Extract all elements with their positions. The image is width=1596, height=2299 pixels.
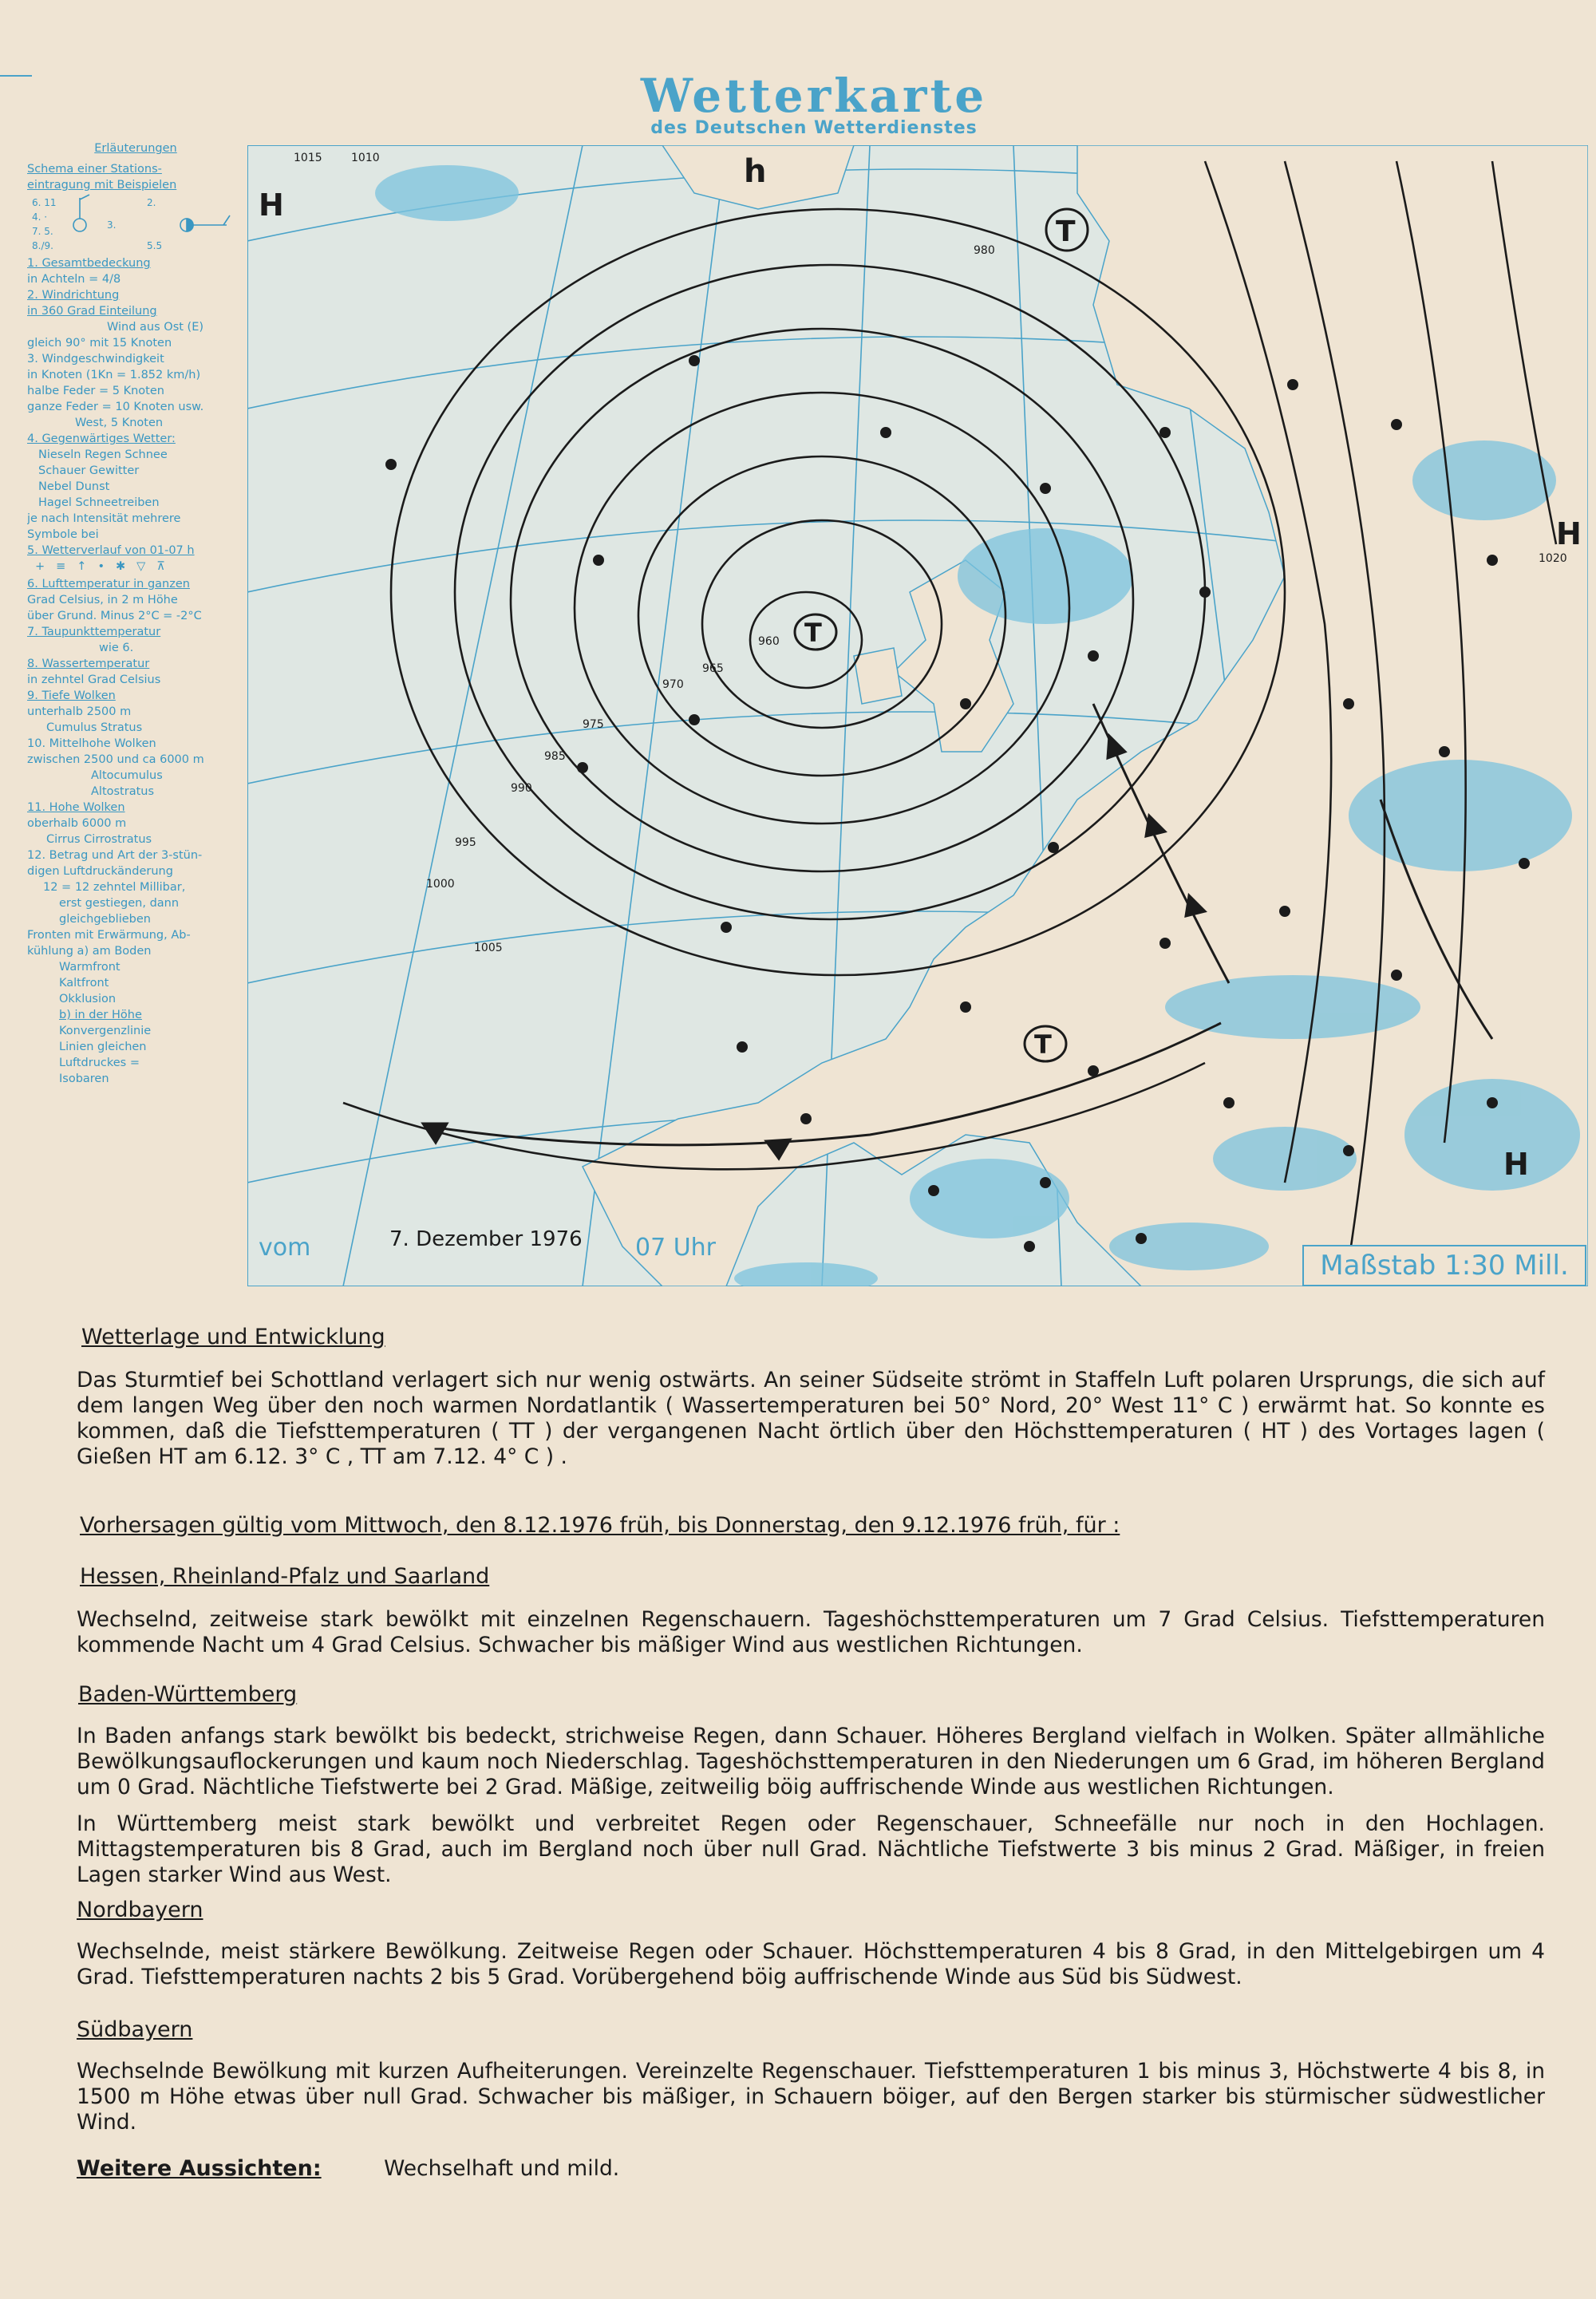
region-text: In Württemberg meist stark bewölkt und verbreitet Regen oder Regenschauer, Schneefälle nur noch in den Hochlagen. Mittagstemperaturen bis 8 Grad, auch im Bergland noch über null Grad. Nächtliche Tiefstwerte 3 bis minus 2 Grad. Mäßiger, in freien Lagen starker Wind aus West. — [77, 1811, 1545, 1887]
isobar-label: 970 — [662, 678, 684, 691]
legend-line: in Knoten (1Kn = 1.852 km/h) — [27, 369, 201, 381]
legend-line: 1. Gesamtbedeckung — [27, 257, 151, 270]
region-heading: Nordbayern — [77, 1898, 203, 1922]
situation-text: Das Sturmtief bei Schottland verlagert sich nur wenig ostwärts. An seiner Südseite strömt in Staffeln Luft polaren Ursprungs, die sich auf dem langen Weg über den noch warmen Nordatlantik ( Wassertemperaturen bei 50° Nord, 20° West 11° C ) erwärmt hat. So konnte es kommen, daß die Tiefsttemperaturen ( TT ) der vergangenen Nacht örtlich über den Höchsttemperaturen ( HT ) des Vortages lagen ( Gießen HT am 6.12. 3° C , TT am 7.12. 4° C ) . — [77, 1368, 1545, 1469]
legend-line: gleichgeblieben — [59, 913, 151, 926]
isobar-label: 960 — [758, 635, 780, 648]
legend-line: b) in der Höhe — [59, 1009, 142, 1021]
isobar-label: 990 — [511, 782, 532, 795]
forecast-section — [77, 1513, 1545, 1539]
svg-text:4. ·: 4. · — [32, 211, 48, 223]
region-heading: Hessen, Rheinland-Pfalz und Saarland — [80, 1564, 490, 1589]
weather-map — [247, 145, 1588, 1286]
legend-line: 5. Wetterverlauf von 01-07 h — [27, 544, 195, 557]
isobar-label: 1020 — [1539, 552, 1567, 565]
legend-line: Cumulus Stratus — [46, 721, 143, 734]
map-scale: Maßstab 1:30 Mill. — [1302, 1245, 1586, 1286]
isobar-label: 975 — [583, 718, 604, 731]
legend-line: Warmfront — [59, 961, 120, 974]
header — [559, 70, 1069, 138]
page-title: Wetterkarte — [640, 69, 988, 123]
legend-line: oberhalb 6000 m — [27, 817, 127, 830]
legend-line: ganze Feder = 10 Knoten usw. — [27, 401, 204, 413]
legend-line: 9. Tiefe Wolken — [27, 689, 116, 702]
legend-heading: Erläuterungen — [94, 142, 177, 155]
legend-line: 8. Wassertemperatur — [27, 658, 150, 670]
ireland — [854, 648, 902, 704]
low-center-label: T — [1034, 1029, 1052, 1060]
legend-line: 11. Hohe Wolken — [27, 801, 125, 814]
legend-line: kühlung a) am Boden — [27, 945, 152, 958]
region-suedbayern — [77, 2017, 1545, 2135]
outlook-label: Weitere Aussichten: — [77, 2156, 322, 2181]
high-center-label: H — [1556, 516, 1582, 551]
legend-line: zwischen 2500 und ca 6000 m — [27, 753, 204, 766]
legend-line: eintragung mit Beispielen — [27, 179, 177, 192]
legend-line: Altostratus — [91, 785, 155, 798]
legend-line: unterhalb 2500 m — [27, 705, 132, 718]
station-schema-icon — [27, 193, 244, 255]
high-center-label: H — [1503, 1147, 1529, 1182]
region-hessen — [77, 1564, 1545, 1658]
legend-line: je nach Intensität mehrere — [27, 512, 181, 525]
legend-line: Altocumulus — [91, 769, 163, 782]
region-baden-wuerttemberg — [77, 1682, 1545, 1888]
legend-line: 12. Betrag und Art der 3-stün- — [27, 849, 203, 862]
svg-text:2.: 2. — [147, 197, 156, 208]
legend-line: 6. Lufttemperatur in ganzen — [27, 578, 190, 591]
legend — [27, 140, 244, 1087]
region-text: Wechselnde, meist stärkere Bewölkung. Zeitweise Regen oder Schauer. Höchsttemperaturen 4 bis 8 Grad, in den Mittelgebirgen um 4 Grad. Tiefsttemperaturen nachts 2 bis 5 Grad. Vorübergehend böig auffrischende Winde aus Süd bis Südwest. — [77, 1939, 1545, 1989]
legend-line: 10. Mittelhohe Wolken — [27, 737, 156, 750]
legend-line: Fronten mit Erwärmung, Ab- — [27, 929, 191, 942]
legend-line: 3. Windgeschwindigkeit — [27, 353, 164, 365]
legend-line: Schema einer Stations- — [27, 163, 162, 176]
legend-line: Konvergenzlinie — [59, 1025, 152, 1037]
high-center-label: h — [744, 153, 767, 190]
isobar-label: 1015 — [294, 152, 322, 164]
isobar-label: 980 — [974, 244, 995, 257]
low-center-label: T — [804, 618, 822, 648]
svg-text:7. 5.: 7. 5. — [32, 226, 53, 237]
legend-line: Nieseln Regen Schnee — [38, 448, 168, 461]
legend-line: digen Luftdruckänderung — [27, 865, 173, 878]
map-date: 7. Dezember 1976 — [389, 1227, 583, 1251]
region-text: Wechselnde Bewölkung mit kurzen Aufheiterungen. Vereinzelte Regenschauer. Tiefsttemperaturen 1 bis minus 3, Höchstwerte 4 bis 8, in 1500 m Höhe etwas über null Grad. Schwacher bis mäßiger, in Schauern böiger, auf den Bergen starker bis stürmischer südwestlicher Wind. — [77, 2059, 1545, 2135]
legend-line: gleich 90° mit 15 Knoten — [27, 337, 172, 350]
legend-line: erst gestiegen, dann — [59, 897, 180, 910]
legend-line: Linien gleichen — [59, 1041, 147, 1053]
region-text: Wechselnd, zeitweise stark bewölkt mit einzelnen Regenschauern. Tageshöchsttemperaturen um 7 Grad Celsius. Tiefsttemperaturen kommende Nacht um 4 Grad Celsius. Schwacher bis mäßiger Wind aus westlichen Richtungen. — [77, 1607, 1545, 1657]
legend-line: Wind aus Ost (E) — [107, 321, 204, 334]
legend-line: West, 5 Knoten — [75, 417, 164, 429]
high-center-label: H — [259, 188, 284, 223]
region-text: In Baden anfangs stark bewölkt bis bedeckt, strichweise Regen, dann Schauer. Höheres Bergland vielfach in Wolken. Später allmähliche Bewölkungsauflockerungen und kaum noch Niederschlag. Tageshöchsttemperaturen in den Niederungen um 6 Grad, im höheren Bergland um 0 Grad. Nächtliche Tiefstwerte bei 2 Grad. Mäßige, zeitweilig böig auffrischende Winde aus westlichen Richtungen. — [77, 1724, 1545, 1799]
legend-line: Okklusion — [59, 993, 117, 1005]
legend-line: Symbole bei — [27, 528, 99, 541]
legend-example-symbols — [27, 193, 244, 255]
situation-heading: Wetterlage und Entwicklung — [81, 1325, 385, 1349]
legend-line: in zehntel Grad Celsius — [27, 674, 161, 686]
legend-line: Schauer Gewitter — [38, 464, 140, 477]
legend-line: Hagel Schneetreiben — [38, 496, 160, 509]
region-nordbayern — [77, 1898, 1545, 1990]
outlook-value: Wechselhaft und mild. — [384, 2156, 620, 2181]
svg-text:6. 11: 6. 11 — [32, 197, 57, 208]
margin-mark — [0, 75, 32, 77]
isobar-label: 985 — [544, 750, 566, 763]
isobar-label: 965 — [702, 662, 724, 675]
legend-line: Cirrus Cirrostratus — [46, 833, 152, 846]
legend-line: Isobaren — [59, 1072, 109, 1085]
isobar-label: 1010 — [351, 152, 380, 164]
region-heading: Baden-Württemberg — [78, 1682, 298, 1707]
isobar-label: 1005 — [474, 942, 503, 954]
map-prefix: vom — [259, 1234, 311, 1262]
legend-line: in 360 Grad Einteilung — [27, 305, 157, 318]
legend-trend-symbols: +≡↑•✱▽⊼ — [35, 560, 176, 573]
map-time: 07 Uhr — [635, 1234, 717, 1262]
legend-line: Kaltfront — [59, 977, 109, 990]
legend-line: in Achteln = 4/8 — [27, 273, 121, 286]
isobar-label: 995 — [455, 836, 476, 849]
legend-line: wie 6. — [99, 642, 134, 654]
legend-line: 12 = 12 zehntel Millibar, — [43, 881, 186, 894]
svg-text:5.5: 5.5 — [147, 240, 163, 251]
legend-line: Grad Celsius, in 2 m Höhe — [27, 594, 178, 606]
page-subtitle: des Deutschen Wetterdienstes — [650, 118, 978, 138]
region-heading: Südbayern — [77, 2017, 193, 2042]
legend-line: 7. Taupunkttemperatur — [27, 626, 161, 638]
legend-line: 4. Gegenwärtiges Wetter: — [27, 433, 176, 445]
low-center-label: T — [1056, 215, 1076, 248]
legend-line: Luftdruckes = — [59, 1057, 140, 1069]
legend-line: über Grund. Minus 2°C = -2°C — [27, 610, 202, 622]
legend-line: Nebel Dunst — [38, 480, 110, 493]
svg-text:3.: 3. — [107, 219, 117, 231]
legend-line: 2. Windrichtung — [27, 289, 120, 302]
svg-text:8./9.: 8./9. — [32, 240, 53, 251]
legend-line: halbe Feder = 5 Knoten — [27, 385, 164, 397]
isobar-label: 1000 — [426, 878, 455, 891]
situation-section — [77, 1325, 1545, 1470]
outlook — [77, 2156, 1545, 2182]
forecast-heading: Vorhersagen gültig vom Mittwoch, den 8.12.1976 früh, bis Donnerstag, den 9.12.1976 früh, für : — [80, 1513, 1120, 1538]
